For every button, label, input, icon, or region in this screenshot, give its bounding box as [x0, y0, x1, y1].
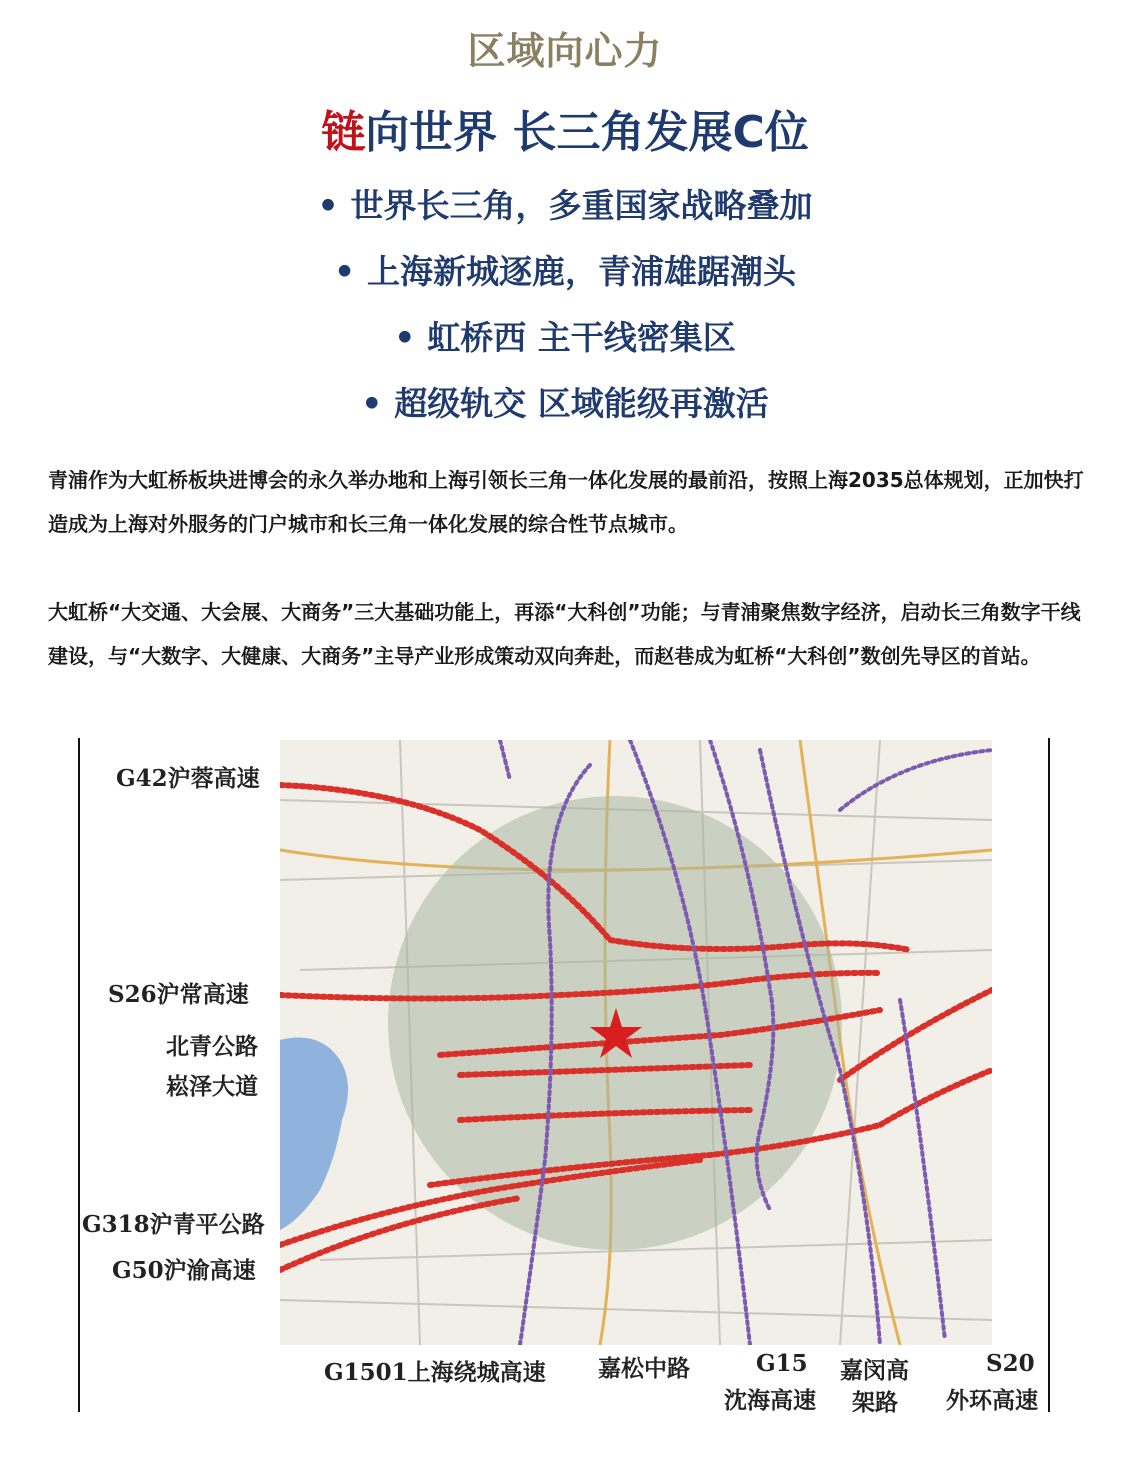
- headline: [0, 96, 1130, 160]
- bullet-dot: •: [394, 318, 416, 357]
- label-s20-code: S20: [986, 1350, 1035, 1377]
- bullet-item: [0, 180, 1130, 246]
- headline-rest: 向世界 长三角发展C位: [365, 107, 809, 158]
- label-beiqing: 北青公路: [166, 1033, 258, 1060]
- bullet-item: [0, 378, 1130, 444]
- label-g15-name: 沈海高速: [724, 1387, 816, 1414]
- label-g318: G318沪青平公路: [82, 1211, 265, 1238]
- label-g42: G42沪蓉高速: [116, 765, 260, 792]
- bullet-dot: •: [361, 384, 383, 423]
- road-map: [78, 738, 1050, 1416]
- function-paragraph: 大虹桥“大交通、大会展、大商务”三大基础功能上，再添“大科创”功能；与青浦聚焦数字经济，启动长三角数字干线建设，与“大数字、大健康、大商务”主导产业形成策动双向奔赴，而赵巷成为虹桥“大科创”数创先导区的首站。: [48, 600, 1081, 668]
- label-songze: 崧泽大道: [166, 1073, 258, 1100]
- bullet-dot: •: [317, 186, 339, 225]
- label-jiamin-2: 架路: [852, 1389, 898, 1416]
- bullet-item: [0, 312, 1130, 378]
- section-title: 区域向心力: [467, 29, 663, 73]
- label-g15-code: G15: [756, 1350, 808, 1377]
- bullet-item: [0, 246, 1130, 312]
- label-g50: G50沪渝高速: [112, 1257, 256, 1284]
- intro-paragraph: 青浦作为大虹桥板块进博会的永久举办地和上海引领长三角一体化发展的最前沿，按照上海2035总体规划，正加快打造成为上海对外服务的门户城市和长三角一体化发展的综合性节点城市。: [48, 468, 1084, 536]
- headline-accent: 链: [321, 107, 366, 158]
- label-jiamin-1: 嘉闵高: [840, 1357, 909, 1384]
- label-s20-name: 外环高速: [946, 1387, 1038, 1414]
- bullet-text: 超级轨交 区域能级再激活: [394, 384, 769, 423]
- map-canvas: [280, 740, 992, 1345]
- bullet-list: [0, 180, 1130, 444]
- label-s26: S26沪常高速: [108, 981, 249, 1008]
- bullet-text: 世界长三角，多重国家战略叠加: [350, 186, 813, 225]
- bullet-text: 虹桥西 主干线密集区: [427, 318, 736, 357]
- label-g1501: G1501上海绕城高速: [324, 1359, 546, 1386]
- label-jiasong: 嘉松中路: [598, 1355, 690, 1382]
- bullet-text: 上海新城逐鹿，青浦雄踞潮头: [367, 252, 797, 291]
- bullet-dot: •: [333, 252, 356, 291]
